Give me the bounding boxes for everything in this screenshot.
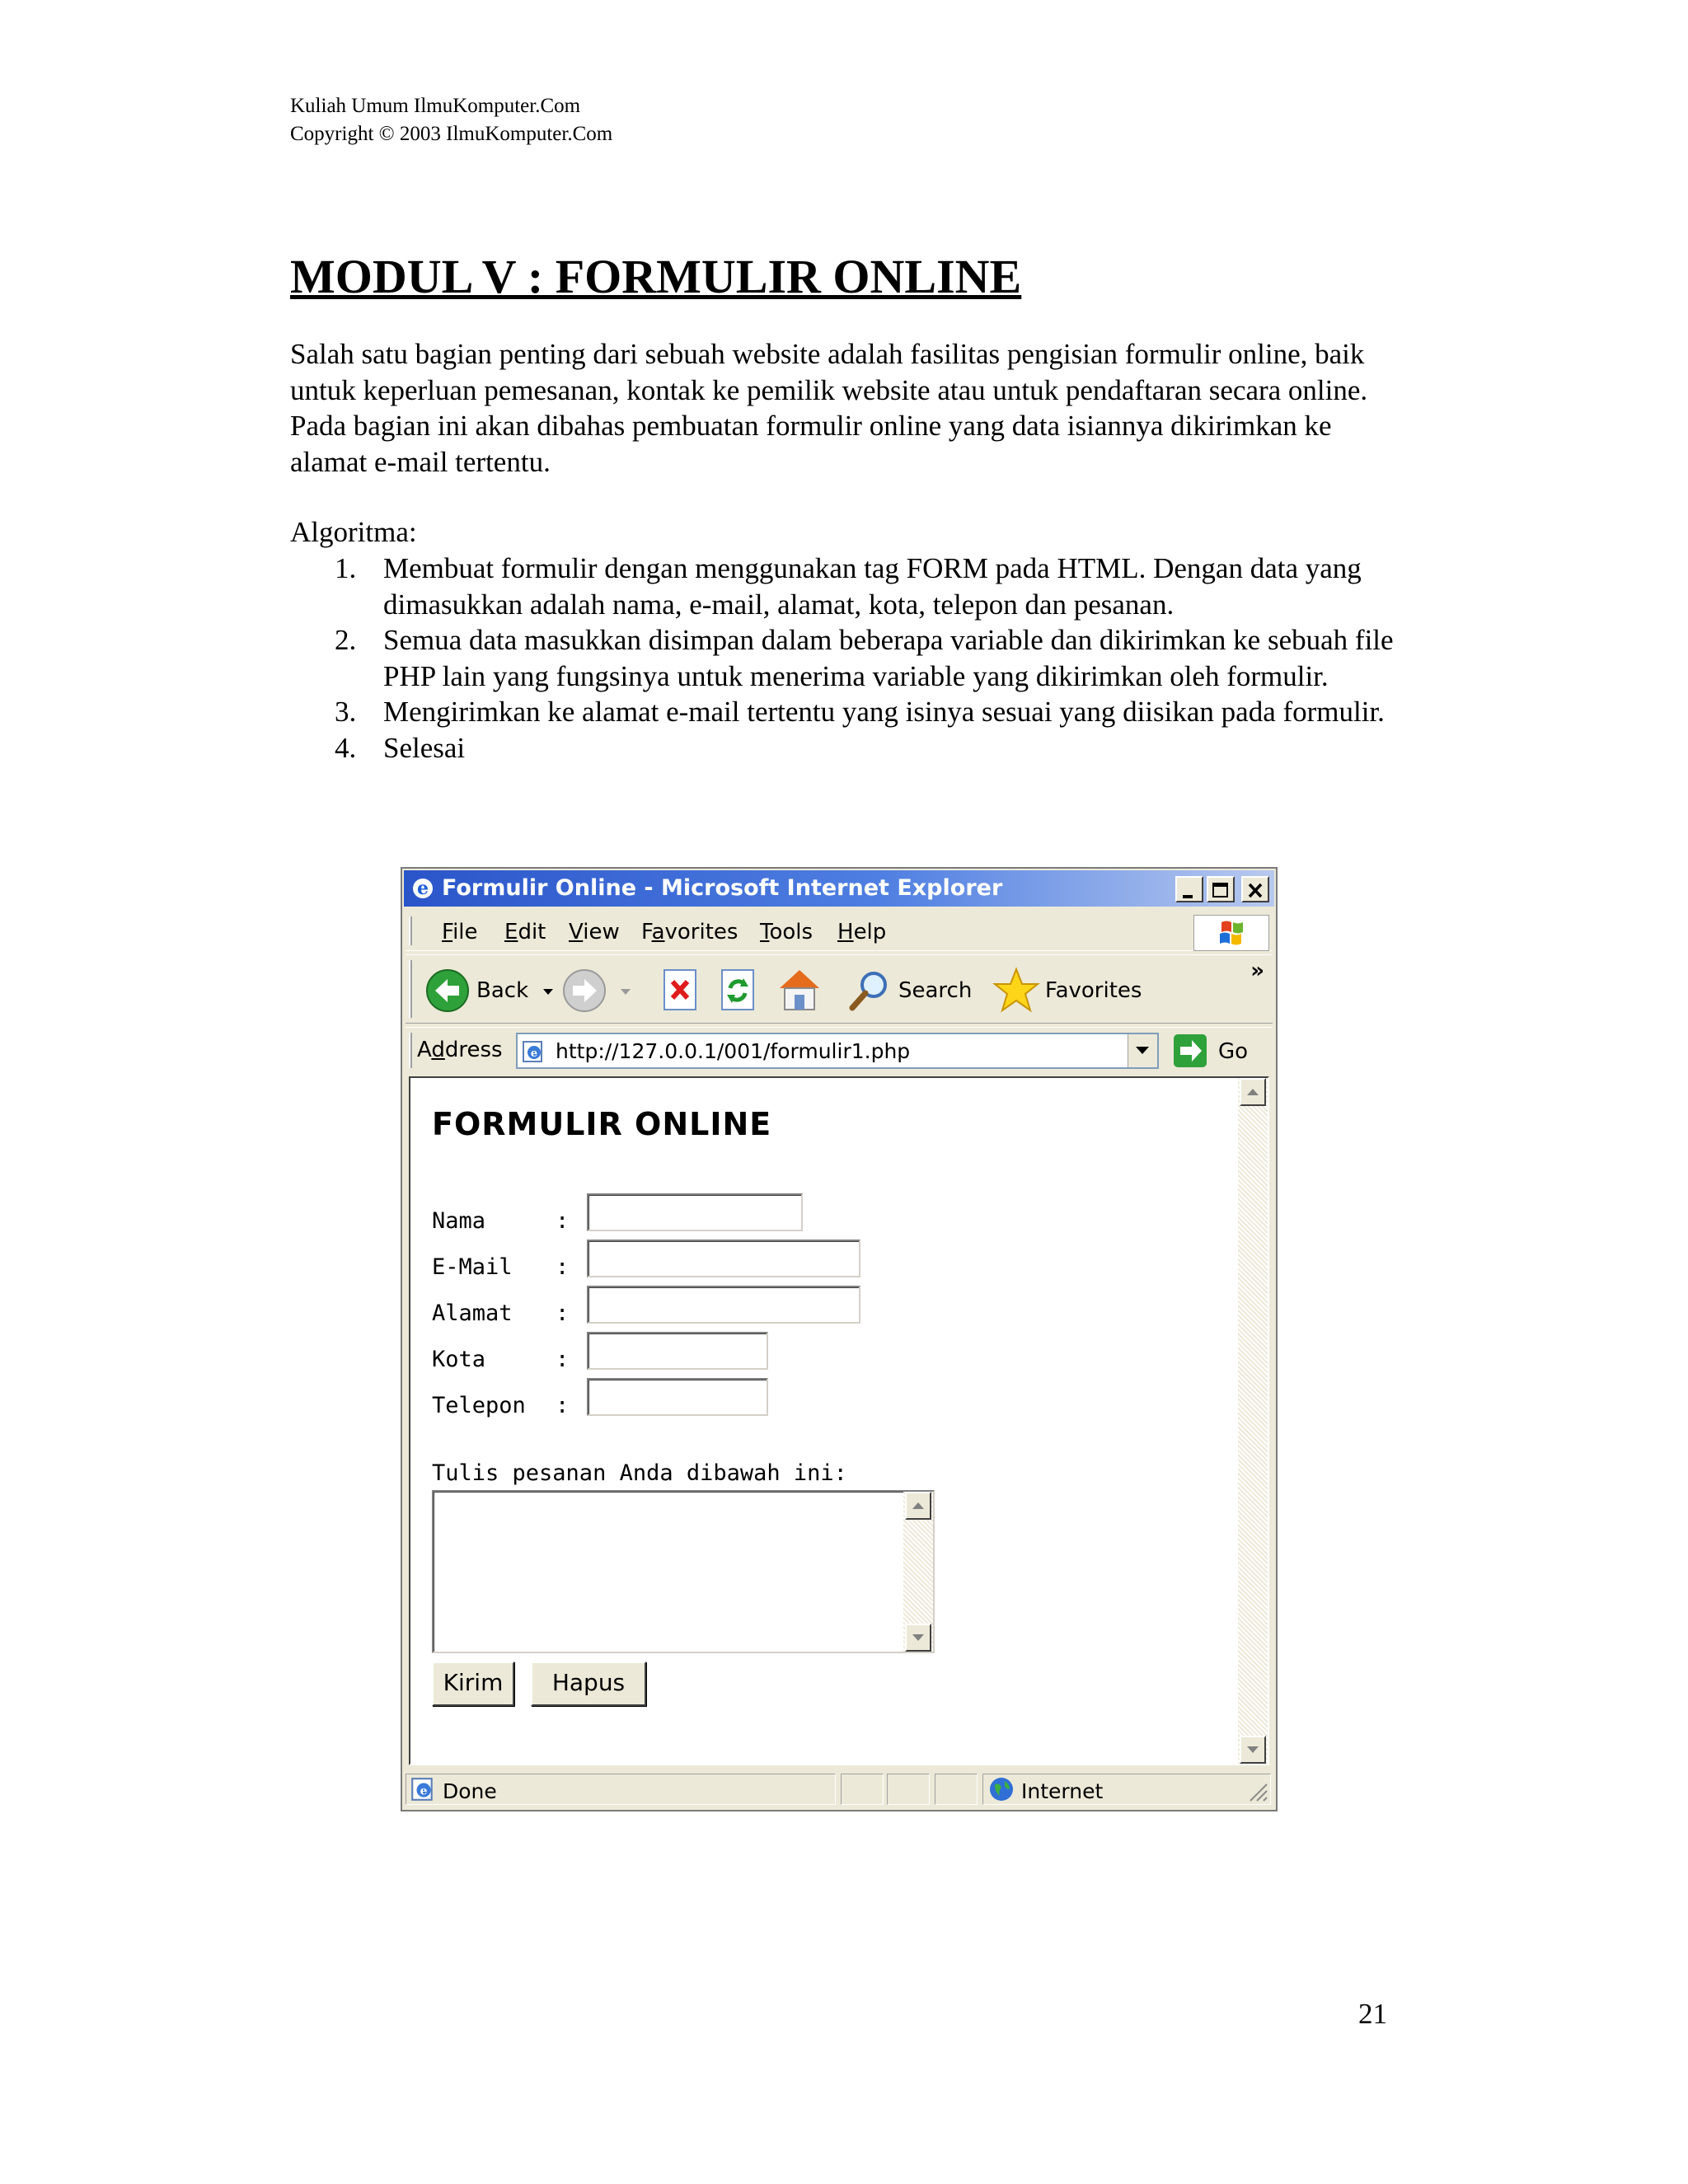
close-icon [1243, 879, 1268, 902]
menu-help[interactable] [837, 920, 886, 944]
close-button[interactable] [1241, 876, 1269, 902]
step-text: Selesai [383, 731, 466, 764]
address-label-text: dress [444, 1038, 503, 1062]
field-label: Telepon [432, 1393, 526, 1418]
menu-accel: H [837, 920, 854, 944]
field-label: Nama [432, 1208, 486, 1234]
scroll-up-button[interactable] [1240, 1078, 1266, 1106]
scroll-up-button[interactable] [905, 1492, 931, 1520]
field-colon: : [556, 1208, 570, 1234]
search-label: Search [898, 978, 973, 1003]
favorites-label: Favorites [1045, 978, 1142, 1003]
refresh-icon [719, 968, 758, 1013]
page-icon [410, 1776, 436, 1802]
list-item [290, 694, 1395, 730]
page-viewport [409, 1076, 1269, 1765]
menu-accel: E [504, 920, 518, 944]
minimize-icon [1177, 879, 1202, 902]
menu-tools[interactable] [760, 920, 813, 944]
address-label [417, 1038, 503, 1062]
step-number: 2. [335, 624, 357, 656]
menu-label: iew [583, 920, 620, 944]
intro-paragraph: Salah satu bagian penting dari sebuah website adalah fasilitas pengisian formulir online, baik untuk keperluan pemesanan, kontak ke pemilik website atau untuk pendaftaran secara online. Pada bagian ini akan dibahas pembuatan formulir online yang data isiannya dikirimkan ke alamat e-mail tertentu. [290, 338, 1368, 478]
star-icon [992, 967, 1040, 1015]
page-header [290, 92, 612, 148]
chevron-down-icon [542, 988, 554, 996]
form-row-email [432, 1254, 570, 1280]
chevron-down-icon [907, 1625, 930, 1650]
status-main [406, 1774, 836, 1805]
go-arrow-icon [1172, 1033, 1210, 1069]
field-label: E-Mail [432, 1254, 513, 1280]
chevron-up-icon [1241, 1080, 1264, 1104]
status-bar [406, 1772, 1273, 1807]
go-label: Go [1218, 1039, 1249, 1064]
step-number: 3. [335, 696, 357, 728]
email-input[interactable] [587, 1240, 860, 1277]
menu-label: F [641, 920, 652, 944]
chevron-down-icon [1128, 1034, 1156, 1066]
search-icon [847, 968, 892, 1013]
menu-favorites[interactable] [641, 920, 738, 944]
scroll-down-button[interactable] [905, 1624, 931, 1652]
menu-accel: a [651, 920, 665, 944]
status-cell [887, 1774, 930, 1805]
kota-input[interactable] [587, 1332, 768, 1370]
document-title: MODUL V : FORMULIR ONLINE [290, 250, 1022, 303]
title-bar [404, 870, 1274, 907]
address-input[interactable] [516, 1033, 1159, 1069]
browser-window [401, 867, 1278, 1811]
stop-button[interactable] [661, 968, 701, 1019]
address-bar [406, 1027, 1273, 1073]
resize-grip-icon[interactable] [1244, 1778, 1268, 1802]
kirim-button[interactable]: Kirim [432, 1661, 514, 1706]
minimize-button[interactable] [1175, 876, 1203, 902]
home-icon [775, 965, 824, 1013]
address-label-text: A [417, 1038, 432, 1062]
svg-text:e: e [420, 1784, 428, 1798]
field-colon: : [556, 1393, 570, 1418]
ie-icon [410, 876, 435, 901]
refresh-button[interactable] [719, 968, 758, 1019]
form-row-nama [432, 1208, 570, 1234]
status-cell [935, 1774, 978, 1805]
chevron-down-icon [620, 988, 631, 996]
header-line: Copyright © 2003 IlmuKomputer.Com [290, 123, 613, 145]
algorithm-steps [290, 551, 1395, 766]
nama-input[interactable] [587, 1193, 803, 1231]
menu-accel: V [569, 920, 584, 944]
field-label: Alamat [432, 1301, 513, 1326]
toolbar-grip[interactable] [409, 916, 412, 945]
menu-file[interactable] [442, 920, 478, 944]
maximize-button[interactable] [1207, 876, 1235, 902]
chevron-up-icon [907, 1493, 930, 1518]
standard-toolbar [406, 954, 1273, 1024]
menu-label: ile [452, 920, 478, 944]
page-number: 21 [1358, 1998, 1387, 2030]
stop-icon [661, 968, 701, 1013]
zone-text: Internet [1021, 1779, 1104, 1803]
field-label: Kota [432, 1347, 486, 1372]
back-arrow-icon [425, 968, 470, 1013]
svg-text:e: e [417, 878, 429, 899]
form-row-kota [432, 1347, 570, 1372]
hapus-button[interactable]: Hapus [531, 1661, 646, 1706]
field-colon: : [556, 1301, 570, 1326]
maximize-icon [1208, 879, 1233, 902]
algorithm-label: Algoritma: [290, 516, 417, 548]
windows-flag [1193, 915, 1269, 951]
menu-view[interactable] [569, 920, 620, 944]
status-zone [982, 1774, 1271, 1805]
alamat-input[interactable] [587, 1286, 860, 1324]
step-text: Membuat formulir dengan menggunakan tag FORM pada HTML. Dengan data yang dimasukkan adalah nama, e-mail, alamat, kota, telepon dan pesanan. [383, 552, 1362, 621]
scroll-down-button[interactable] [1240, 1736, 1266, 1764]
menu-label: vorites [664, 920, 738, 944]
telepon-input[interactable] [587, 1378, 768, 1416]
menu-label: elp [853, 920, 887, 944]
globe-icon [988, 1776, 1015, 1802]
list-item [290, 622, 1395, 694]
toolbar-overflow-chevron[interactable]: » [1250, 958, 1264, 983]
header-line: Kuliah Umum IlmuKomputer.Com [290, 95, 581, 117]
page-scrollbar[interactable] [1238, 1078, 1268, 1764]
menu-accel: T [760, 920, 770, 944]
svg-text:e: e [530, 1047, 538, 1060]
step-number: 1. [335, 552, 357, 584]
chevron-down-icon [1241, 1737, 1264, 1762]
textarea-scrollbar[interactable] [903, 1492, 933, 1652]
message-label: Tulis pesanan Anda dibawah ini: [432, 1460, 847, 1486]
form-title: FORMULIR ONLINE [432, 1106, 772, 1142]
menu-edit[interactable] [504, 920, 546, 944]
toolbar-grip[interactable] [409, 960, 412, 1018]
address-dropdown[interactable] [1128, 1034, 1157, 1067]
forward-arrow-icon [562, 968, 607, 1013]
menu-accel: F [442, 920, 453, 944]
step-text: Mengirimkan ke alamat e-mail tertentu yang isinya sesuai yang diisikan pada formulir. [383, 696, 1385, 728]
menu-label: ools [769, 920, 814, 944]
menu-bar [406, 912, 1273, 951]
back-label: Back [476, 978, 529, 1003]
home-button[interactable] [775, 965, 824, 1019]
list-item [290, 551, 1395, 622]
form-row-alamat [432, 1301, 570, 1326]
address-label-accel: d [431, 1038, 445, 1062]
toolbar-grip[interactable] [409, 1033, 412, 1068]
message-textarea[interactable] [432, 1490, 935, 1653]
windows-logo-icon [1194, 916, 1268, 950]
list-item [290, 730, 1395, 766]
field-colon: : [556, 1254, 570, 1280]
page-icon [521, 1039, 546, 1064]
address-url: http://127.0.0.1/001/formulir1.php [556, 1039, 911, 1063]
window-title: Formulir Online - Microsoft Internet Explorer [442, 875, 1003, 901]
status-text: Done [443, 1779, 497, 1803]
menu-label: dit [518, 920, 546, 944]
status-cell [841, 1774, 884, 1805]
step-text: Semua data masukkan disimpan dalam beberapa variable dan dikirimkan ke sebuah file PHP lain yang fungsinya untuk menerima variable yang dikirimkan oleh formulir. [383, 624, 1394, 692]
field-colon: : [556, 1347, 570, 1372]
form-row-telepon [432, 1393, 570, 1418]
step-number: 4. [335, 731, 357, 764]
